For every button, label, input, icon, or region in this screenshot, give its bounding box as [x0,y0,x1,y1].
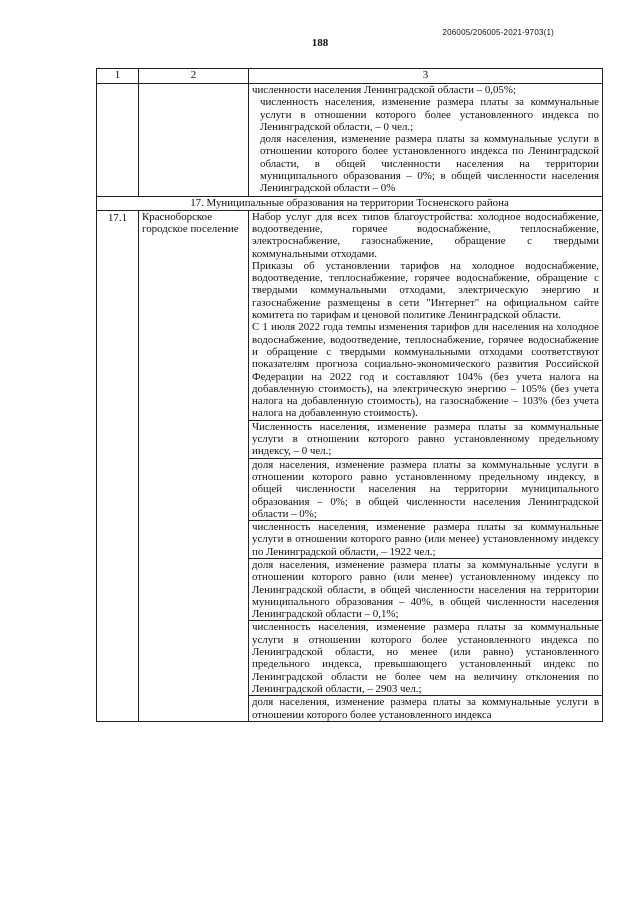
municipality-name: Красноборское городское поселение [139,210,249,721]
paragraph-services: Набор услуг для всех типов благоустройства: холодное водоснабжение, водоотведение, горячее водоснабжение, теплоснабжение, электроснабжение, газоснабжение, обращение с твердыми коммунальными отходами. [252,210,599,260]
column-header-3: 3 [249,69,603,84]
column-header-1: 1 [97,69,139,84]
segment-text: доля населения, изменение размера платы за коммунальные услуги в отношении которого равно установленному предельному индексу, в общей численности населения на территории муниципального образования – 0%; в общей численности населения Ленинградской области – 0%; [249,458,602,520]
continued-text-0: численности населения Ленинградской области – 0,05%; [252,84,516,96]
section-row [97,196,603,210]
paragraph-tariffs: С 1 июля 2022 года темпы изменения тарифов для населения на холодное водоснабжение, водоотведение, теплоснабжение, горячее водоснабжение и обращение с твердыми коммунальными отходами соответствуют показателям прогноза социально-экономического развития Российской Федерации на 2022 год и составляют 104% (без учета налога на добавленную стоимость), на электрическую энергию – 105% (без учета налога на добавленную стоимость), на газоснабжение – 103% (без учета налога на добавленную стоимость). [252,321,599,420]
table-row [97,210,603,721]
row-description [249,210,603,721]
continued-text-1: численность населения, изменение размера платы за коммунальные услуги в отношении которого более установленного индекса по Ленинградской области, – 0 чел.; [260,96,599,133]
continued-text-2: доля населения, изменение размера платы за коммунальные услуги в отношении которого более установленного индекса по Ленинградской области, в общей численности населения на территории муниципального образования – 0%; в общей численности населения Ленинградской области – 0% [260,133,599,195]
segment-text: доля населения, изменение размера платы за коммунальные услуги в отношении которого более установленного индекса [249,695,602,721]
segment-text: численность населения, изменение размера платы за коммунальные услуги в отношении которого более установленного индекса по Ленинградской области, но менее (или равно) установленного предельного индекса, превышающего установленный индекс по Ленинградской области не более чем на величину отклонения по Ленинградской области, – 2903 чел.; [249,620,602,695]
paragraph-orders: Приказы об установлении тарифов на холодное водоснабжение, водоотведение, теплоснабжение, горячее водоснабжение, обращение с твердыми коммунальными отходами, электрическую энергию и газоснабжение размещены в сети "Интернет" на официальном сайте комитета по тарифам и ценовой политике Ленинградской области. [252,259,599,322]
table-row-continued [97,84,603,197]
section-title: 17. Муниципальные образования на территории Тосненского района [97,196,603,210]
segment-text: Численность населения, изменение размера платы за коммунальные услуги в отношении которого равно установленному предельному индексу, – 0 чел.; [249,420,602,458]
page-number: 188 [311,37,329,49]
row-number: 17.1 [97,210,139,721]
document-number: 206005/206005-2021-9703(1) [442,28,554,37]
segment-text: доля населения, изменение размера платы за коммунальные услуги в отношении которого равно (или менее) установленному индексу по Ленинградской области, в общей численности населения на территории муниципального образования – 40%, в общей численности населения Ленинградской области – 0,1%; [249,558,602,620]
table-header-row [97,69,603,84]
column-header-2: 2 [139,69,249,84]
segment-text: численность населения, изменение размера платы за коммунальные услуги в отношении которого равно (или менее) установленному индексу по Ленинградской области, – 1922 чел.; [249,520,602,558]
data-table [96,68,603,722]
